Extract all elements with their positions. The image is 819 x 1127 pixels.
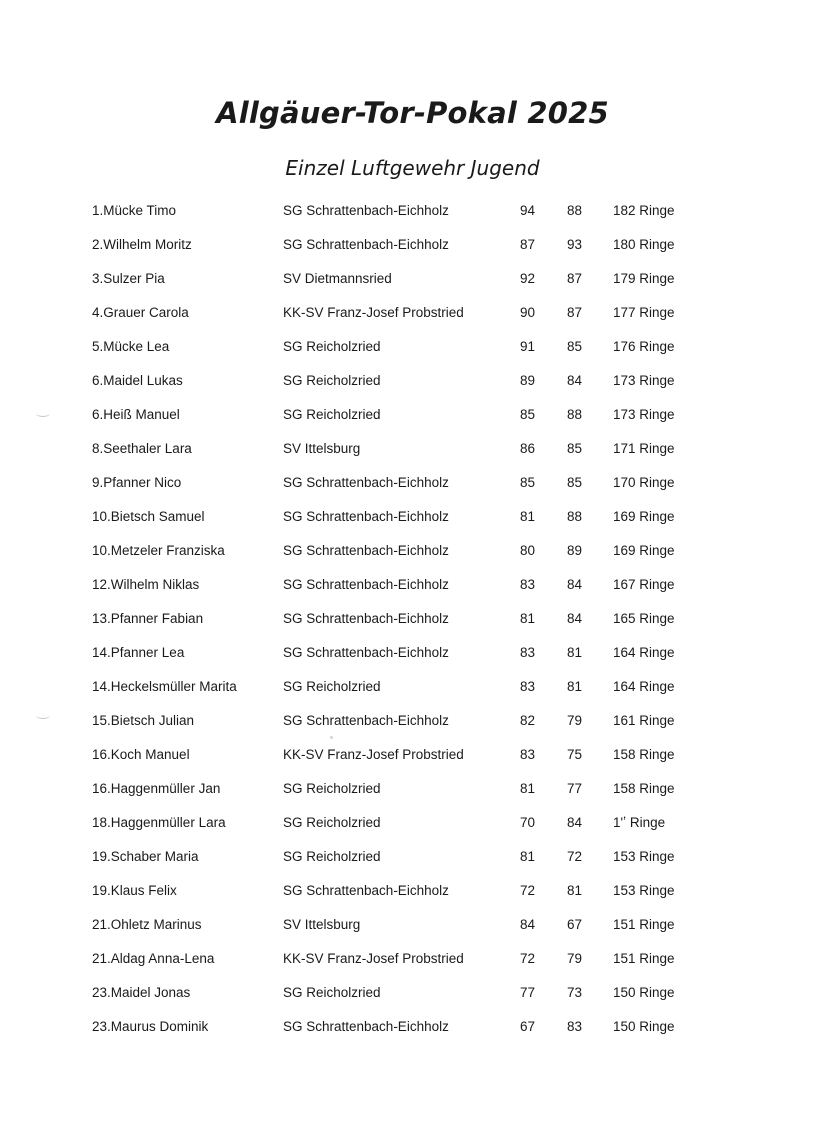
series-2-score: 84 <box>566 815 582 830</box>
athlete-name: 23.Maurus Dominik <box>92 1019 209 1034</box>
athlete-name: 10.Bietsch Samuel <box>92 509 205 524</box>
club-name: SG Schrattenbach-Eichholz <box>283 611 449 626</box>
club-name: SG Schrattenbach-Eichholz <box>283 883 449 898</box>
total-rings: 179 Ringe <box>613 271 675 286</box>
total-rings: 158 Ringe <box>613 781 675 796</box>
athlete-name: 16.Haggenmüller Jan <box>92 781 221 796</box>
result-row <box>0 269 819 303</box>
series-2-score: 85 <box>566 339 582 354</box>
result-row <box>0 881 819 915</box>
series-2-score: 88 <box>566 509 582 524</box>
total-rings: 164 Ringe <box>613 679 675 694</box>
result-row <box>0 201 819 235</box>
series-1-score: 90 <box>519 305 535 320</box>
athlete-name: 21.Ohletz Marinus <box>92 917 202 932</box>
club-name: SG Schrattenbach-Eichholz <box>283 1019 449 1034</box>
club-name: KK-SV Franz-Josef Probstried <box>283 747 464 762</box>
result-row <box>0 983 819 1017</box>
athlete-name: 19.Schaber Maria <box>92 849 199 864</box>
series-1-score: 81 <box>519 509 535 524</box>
athlete-name: 6.Heiß Manuel <box>92 407 180 422</box>
club-name: SV Ittelsburg <box>283 441 361 456</box>
result-row <box>0 711 819 745</box>
series-2-score: 87 <box>566 305 582 320</box>
athlete-name: 13.Pfanner Fabian <box>92 611 204 626</box>
series-2-score: 79 <box>566 951 582 966</box>
athlete-name: 14.Pfanner Lea <box>92 645 185 660</box>
athlete-name: 9.Pfanner Nico <box>92 475 182 490</box>
series-2-score: 84 <box>566 577 582 592</box>
result-row <box>0 745 819 779</box>
series-2-score: 88 <box>566 203 582 218</box>
club-name: KK-SV Franz-Josef Probstried <box>283 951 464 966</box>
athlete-name: 5.Mücke Lea <box>92 339 170 354</box>
result-row <box>0 1017 819 1051</box>
series-2-score: 72 <box>566 849 582 864</box>
series-1-score: 72 <box>519 951 535 966</box>
results-list <box>0 201 819 1051</box>
series-2-score: 67 <box>566 917 582 932</box>
club-name: SG Reicholzried <box>283 849 381 864</box>
athlete-name: 23.Maidel Jonas <box>92 985 191 1000</box>
series-1-score: 86 <box>519 441 535 456</box>
series-1-score: 85 <box>519 475 535 490</box>
result-row <box>0 507 819 541</box>
athlete-name: 1.Mücke Timo <box>92 203 177 218</box>
club-name: SV Ittelsburg <box>283 917 361 932</box>
total-rings: 165 Ringe <box>613 611 675 626</box>
athlete-name: 4.Grauer Carola <box>92 305 189 320</box>
series-2-score: 93 <box>566 237 582 252</box>
document-subtitle: Einzel Luftgewehr Jugend <box>285 156 540 180</box>
result-row <box>0 439 819 473</box>
athlete-name: 15.Bietsch Julian <box>92 713 195 728</box>
series-2-score: 79 <box>566 713 582 728</box>
series-1-score: 92 <box>519 271 535 286</box>
series-2-score: 81 <box>566 883 582 898</box>
result-row <box>0 813 819 847</box>
athlete-name: 18.Haggenmüller Lara <box>92 815 226 830</box>
result-row <box>0 473 819 507</box>
athlete-name: 8.Seethaler Lara <box>92 441 192 456</box>
series-1-score: 82 <box>519 713 535 728</box>
series-2-score: 85 <box>566 475 582 490</box>
result-row <box>0 541 819 575</box>
club-name: SG Reicholzried <box>283 679 381 694</box>
series-1-score: 83 <box>519 747 535 762</box>
club-name: SG Schrattenbach-Eichholz <box>283 203 449 218</box>
series-1-score: 70 <box>519 815 535 830</box>
series-1-score: 89 <box>519 373 535 388</box>
series-2-score: 84 <box>566 611 582 626</box>
athlete-name: 12.Wilhelm Niklas <box>92 577 200 592</box>
club-name: SG Reicholzried <box>283 407 381 422</box>
result-row <box>0 779 819 813</box>
club-name: SG Schrattenbach-Eichholz <box>283 237 449 252</box>
series-2-score: 84 <box>566 373 582 388</box>
athlete-name: 6.Maidel Lukas <box>92 373 183 388</box>
series-2-score: 77 <box>566 781 582 796</box>
total-rings: 153 Ringe <box>613 883 675 898</box>
series-2-score: 75 <box>566 747 582 762</box>
series-1-score: 80 <box>519 543 535 558</box>
athlete-name: 3.Sulzer Pia <box>92 271 165 286</box>
result-row <box>0 915 819 949</box>
series-1-score: 77 <box>519 985 535 1000</box>
result-row <box>0 337 819 371</box>
total-rings: 176 Ringe <box>613 339 675 354</box>
series-2-score: 89 <box>566 543 582 558</box>
club-name: SG Schrattenbach-Eichholz <box>283 645 449 660</box>
series-1-score: 81 <box>519 781 535 796</box>
series-1-score: 83 <box>519 577 535 592</box>
series-2-score: 85 <box>566 441 582 456</box>
series-1-score: 83 <box>519 679 535 694</box>
scan-mark <box>36 712 50 719</box>
total-rings: 169 Ringe <box>613 509 675 524</box>
club-name: SV Dietmannsried <box>283 271 392 286</box>
result-row <box>0 847 819 881</box>
athlete-name: 10.Metzeler Franziska <box>92 543 225 558</box>
total-rings: 171 Ringe <box>613 441 675 456</box>
club-name: SG Reicholzried <box>283 373 381 388</box>
result-row <box>0 371 819 405</box>
athlete-name: 19.Klaus Felix <box>92 883 177 898</box>
total-rings: 182 Ringe <box>613 203 675 218</box>
series-2-score: 83 <box>566 1019 582 1034</box>
club-name: KK-SV Franz-Josef Probstried <box>283 305 464 320</box>
series-1-score: 91 <box>519 339 535 354</box>
total-rings: 173 Ringe <box>613 407 675 422</box>
series-2-score: 81 <box>566 679 582 694</box>
total-rings: 169 Ringe <box>613 543 675 558</box>
club-name: SG Schrattenbach-Eichholz <box>283 577 449 592</box>
series-1-score: 94 <box>519 203 535 218</box>
series-1-score: 67 <box>519 1019 535 1034</box>
series-2-score: 81 <box>566 645 582 660</box>
series-1-score: 81 <box>519 849 535 864</box>
club-name: SG Schrattenbach-Eichholz <box>283 713 449 728</box>
total-rings: 180 Ringe <box>613 237 675 252</box>
club-name: SG Reicholzried <box>283 781 381 796</box>
total-rings: 150 Ringe <box>613 985 675 1000</box>
result-row <box>0 575 819 609</box>
total-rings: 177 Ringe <box>613 305 675 320</box>
result-row <box>0 677 819 711</box>
series-1-score: 81 <box>519 611 535 626</box>
athlete-name: 16.Koch Manuel <box>92 747 190 762</box>
result-row <box>0 303 819 337</box>
club-name: SG Reicholzried <box>283 985 381 1000</box>
club-name: SG Schrattenbach-Eichholz <box>283 475 449 490</box>
scan-speck <box>330 736 333 739</box>
document-title: Allgäuer-Tor-Pokal 2025 <box>216 96 609 130</box>
result-row <box>0 643 819 677</box>
total-rings: 151 Ringe <box>613 917 675 932</box>
series-1-score: 72 <box>519 883 535 898</box>
total-rings: 153 Ringe <box>613 849 675 864</box>
scan-mark <box>36 410 50 417</box>
series-1-score: 85 <box>519 407 535 422</box>
club-name: SG Schrattenbach-Eichholz <box>283 509 449 524</box>
total-rings: 1'ʼ Ringe <box>613 815 666 830</box>
total-rings: 151 Ringe <box>613 951 675 966</box>
result-row <box>0 609 819 643</box>
series-2-score: 73 <box>566 985 582 1000</box>
result-row <box>0 405 819 439</box>
series-1-score: 84 <box>519 917 535 932</box>
total-rings: 173 Ringe <box>613 373 675 388</box>
total-rings: 158 Ringe <box>613 747 675 762</box>
club-name: SG Schrattenbach-Eichholz <box>283 543 449 558</box>
athlete-name: 14.Heckelsmüller Marita <box>92 679 237 694</box>
total-rings: 167 Ringe <box>613 577 675 592</box>
club-name: SG Reicholzried <box>283 339 381 354</box>
athlete-name: 21.Aldag Anna-Lena <box>92 951 215 966</box>
total-rings: 150 Ringe <box>613 1019 675 1034</box>
athlete-name: 2.Wilhelm Moritz <box>92 237 192 252</box>
club-name: SG Reicholzried <box>283 815 381 830</box>
series-1-score: 83 <box>519 645 535 660</box>
total-rings: 161 Ringe <box>613 713 675 728</box>
series-1-score: 87 <box>519 237 535 252</box>
series-2-score: 88 <box>566 407 582 422</box>
result-row <box>0 949 819 983</box>
total-rings: 170 Ringe <box>613 475 675 490</box>
result-row <box>0 235 819 269</box>
series-2-score: 87 <box>566 271 582 286</box>
total-rings: 164 Ringe <box>613 645 675 660</box>
